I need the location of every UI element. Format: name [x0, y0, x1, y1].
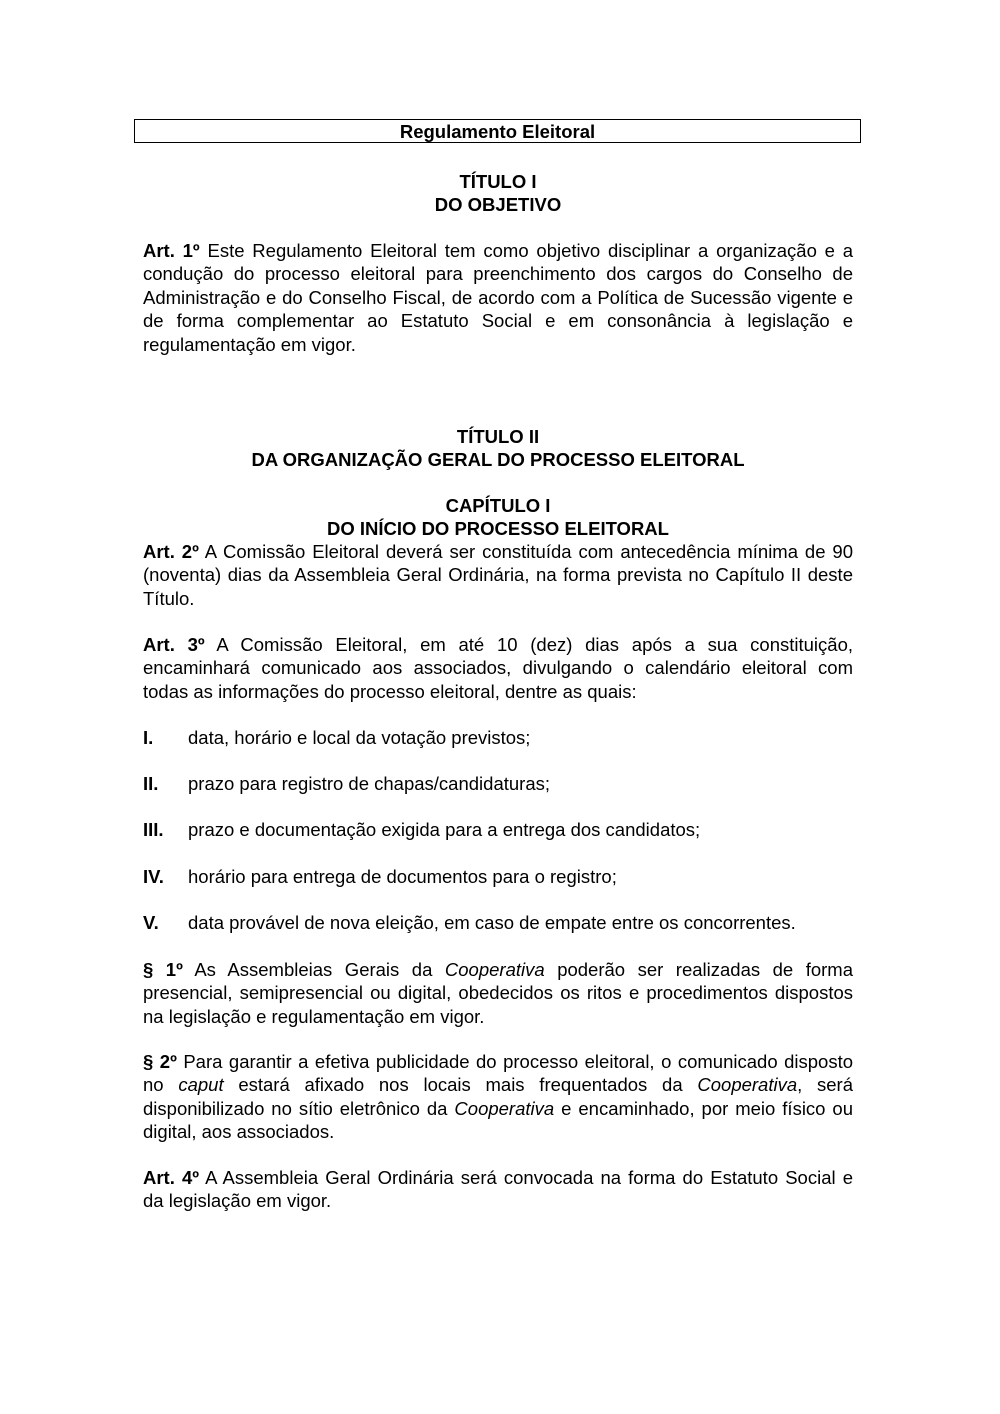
list-item-text: data provável de nova eleição, em caso de empate entre os concorrentes. — [188, 912, 796, 933]
art-3-label: Art. 3º — [143, 634, 205, 655]
list-item — [143, 911, 863, 934]
paragraph-2-italic-cooperativa-1: Cooperativa — [697, 1074, 798, 1096]
paragraph-1-label: § 1º — [143, 959, 183, 980]
art-1 — [143, 239, 853, 356]
capitulo-1-label: CAPÍTULO I — [445, 495, 551, 516]
document-title: Regulamento Eleitoral — [134, 119, 861, 143]
titulo-1-label: TÍTULO I — [459, 171, 537, 192]
paragraph-1 — [143, 958, 853, 1028]
titulo-1-subheading: DO OBJETIVO — [434, 194, 562, 216]
paragraph-2-italic-cooperativa-2: Cooperativa — [454, 1097, 555, 1119]
art-2-text: A Comissão Eleitoral deverá ser constituída com antecedência mínima de 90 (noventa) dias da Assembleia Geral Ordinária, na forma prevista no Capítulo II deste Título. — [143, 541, 854, 609]
list-item-number: IV. — [143, 866, 164, 887]
art-3-text: A Comissão Eleitoral, em até 10 (dez) dias após a sua constituição, encaminhará comunicado aos associados, divulgando o calendário eleitoral com todas as informações do processo eleitoral, dentre as quais: — [143, 634, 854, 702]
capitulo-1-subheading: DO INÍCIO DO PROCESSO ELEITORAL — [327, 518, 669, 540]
art-2-label: Art. 2º — [143, 541, 199, 562]
art-1-text: Este Regulamento Eleitoral tem como objetivo disciplinar a organização e a condução do processo eleitoral para preenchimento dos cargos do Conselho de Administração e do Conselho Fiscal, de acordo com a Política de Sucessão vigente e de forma complementar ao Estatuto Social e em consonância à legislação e regulamentação em vigor. — [143, 240, 854, 355]
list-item — [143, 818, 863, 841]
paragraph-1-italic-cooperativa: Cooperativa — [444, 959, 545, 980]
titulo-2-subheading: DA ORGANIZAÇÃO GERAL DO PROCESSO ELEITORAL — [251, 449, 745, 471]
titulo-2-heading — [143, 425, 853, 472]
paragraph-1-text-b: poderão ser realizadas de forma presencial, semipresencial ou digital, obedecidos os ritos e procedimentos dispostos na legislação e regulamentação em vigor. — [143, 959, 854, 1027]
paragraph-2-text-d: e encaminhado, por meio físico ou digital, aos associados. — [143, 1097, 853, 1143]
list-item-text: horário para entrega de documentos para o registro; — [188, 866, 617, 887]
list-item-text: prazo e documentação exigida para a entrega dos candidatos; — [188, 819, 701, 840]
art-4-text: A Assembleia Geral Ordinária será convocada na forma do Estatuto Social e da legislação em vigor. — [143, 1167, 853, 1212]
paragraph-2-text-b: estará afixado nos locais mais frequentados da — [238, 1074, 683, 1096]
list-item-text: data, horário e local da votação previstos; — [188, 727, 531, 748]
capitulo-1-heading — [143, 494, 853, 541]
list-item — [143, 772, 863, 795]
titulo-2-label: TÍTULO II — [456, 426, 540, 447]
list-item-number: V. — [143, 912, 159, 933]
paragraph-2-text-c: , será disponibilizado no sítio eletrônico da — [143, 1074, 854, 1119]
titulo-1-heading — [143, 170, 853, 217]
paragraph-2-italic-caput: caput — [178, 1074, 224, 1096]
art-3 — [143, 633, 853, 703]
list-item — [143, 726, 863, 749]
list-item-number: II. — [143, 773, 159, 794]
art-4 — [143, 1166, 853, 1213]
list-item — [143, 865, 863, 888]
art-1-label: Art. 1º — [143, 240, 200, 261]
art-2 — [143, 540, 853, 610]
list-item-number: III. — [143, 819, 164, 840]
paragraph-2 — [143, 1050, 853, 1144]
paragraph-1-text-a: As Assembleias Gerais da — [194, 959, 433, 980]
list-item-number: I. — [143, 727, 154, 748]
paragraph-2-label: § 2º — [143, 1051, 177, 1072]
paragraph-2-text-a: Para garantir a efetiva publicidade do processo eleitoral, o comunicado disposto no — [143, 1051, 854, 1096]
list-item-text: prazo para registro de chapas/candidaturas; — [188, 773, 550, 794]
art-4-label: Art. 4º — [143, 1167, 200, 1188]
